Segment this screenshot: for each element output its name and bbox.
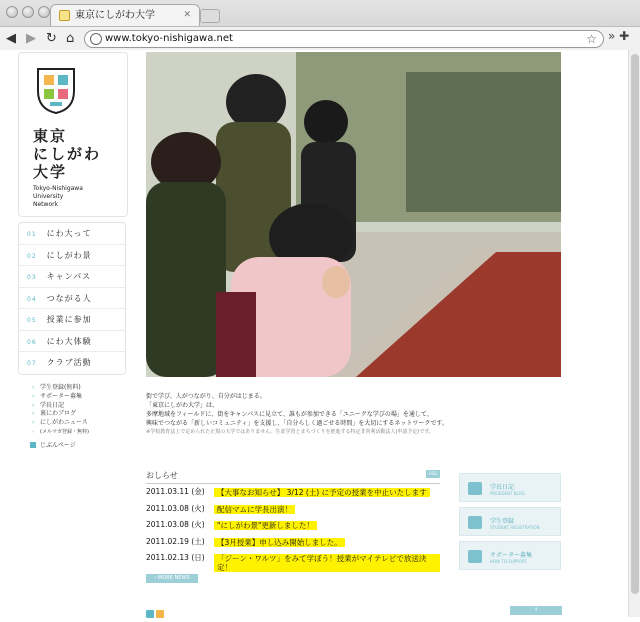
nav-item-about[interactable]: 01 にわ大って bbox=[19, 223, 125, 245]
page-top-button[interactable]: ↑ bbox=[510, 606, 562, 615]
sub-link-president-diary[interactable]: › 学長日記 bbox=[40, 402, 130, 411]
sub-nav bbox=[40, 384, 130, 450]
news-item[interactable]: 2011.02.13 (日) 「ジーン・ワルツ」をみて学ぼう！授業がマイテレビで放送決定！ bbox=[146, 550, 440, 567]
more-news-button[interactable]: › MORE NEWS bbox=[146, 574, 198, 583]
sub-link-supporter[interactable]: › サポーター募集 bbox=[40, 393, 130, 402]
news-heading: おしらせ RSS bbox=[146, 470, 440, 484]
crest-logo-icon bbox=[34, 65, 78, 115]
nav-item-campus[interactable]: 03 キャンパス bbox=[19, 266, 125, 288]
zoom-window-button[interactable] bbox=[38, 6, 50, 18]
home-icon[interactable]: ⌂ bbox=[66, 31, 75, 46]
news-item[interactable]: 2011.02.19 (土) 【3月授業】申し込み開始しました。 bbox=[146, 534, 440, 551]
people-icon bbox=[468, 550, 482, 563]
news-item[interactable]: 2011.03.08 (火) 配信マムに学長出演！ bbox=[146, 501, 440, 518]
site-logo[interactable] bbox=[18, 52, 128, 217]
nav-item-classes[interactable]: 05 授業に参加 bbox=[19, 309, 125, 331]
nav-item-scenery[interactable]: 02 にしがわ景 bbox=[19, 245, 125, 267]
close-window-button[interactable] bbox=[6, 6, 18, 18]
extensions-icon[interactable]: » ✚ bbox=[608, 29, 630, 43]
side-link-president-blog[interactable]: 学長日記 PRESIDENT BLOG bbox=[459, 473, 561, 502]
news-item[interactable]: 2011.03.08 (火) "にしがわ景"更新しました！ bbox=[146, 517, 440, 534]
browser-tab[interactable] bbox=[50, 4, 200, 26]
bookmark-star-icon[interactable]: ☆ bbox=[586, 32, 597, 46]
intro-note: ※学校教育法上で定められた正規の大学ではありません。生涯学習とまちづくりを推進する特定非営利活動法人(申請予定)です。 bbox=[146, 429, 434, 435]
scrollbar[interactable] bbox=[628, 50, 640, 617]
sub-link-news[interactable]: › にしがわニュース bbox=[40, 419, 130, 428]
browser-chrome bbox=[0, 0, 640, 50]
sub-link-register[interactable]: › 学生登録(無料) bbox=[40, 384, 130, 393]
scrollbar-thumb[interactable] bbox=[631, 54, 639, 594]
side-link-supporter[interactable]: サポーター募集 HOW TO SUPPORT bbox=[459, 541, 561, 570]
reload-icon[interactable]: ↻ bbox=[46, 31, 57, 46]
url-text: www.tokyo-nishigawa.net bbox=[105, 33, 233, 44]
site-title: 東京 にしがわ 大学 bbox=[33, 127, 102, 181]
forward-arrow-icon[interactable]: ▶ bbox=[26, 31, 36, 46]
nav-item-people[interactable]: 04 つながる人 bbox=[19, 288, 125, 310]
main-nav bbox=[18, 222, 126, 375]
rss-button[interactable]: RSS bbox=[426, 470, 440, 478]
minimize-window-button[interactable] bbox=[22, 6, 34, 18]
globe-icon bbox=[90, 33, 102, 45]
nav-item-clubs[interactable]: 07 クラブ活動 bbox=[27, 358, 92, 367]
hero-photo bbox=[146, 52, 561, 377]
nav-item-experience[interactable]: 06 にわ大体験 bbox=[19, 331, 125, 353]
news-section bbox=[146, 470, 440, 581]
sub-link-blog[interactable]: › 裏にわブログ bbox=[40, 410, 130, 419]
toolbar bbox=[0, 26, 640, 50]
side-link-student-registration[interactable]: 学生登録 STUDENT REGISTRATION bbox=[459, 507, 561, 536]
close-tab-icon[interactable]: ✕ bbox=[183, 10, 191, 20]
intro-text: 街で学び、人がつながり、自分がはじまる。 「東京にしがわ大学」は、 多摩地域をフィールドに、街をキャンパスに見立て、誰もが参加できる「ユニークな学びの場」を通して、 興味でつながる「新しいコミュニティ」を支援し、「自分らしく過ごせる時間」を大切にするネットワークです。 ※学校教育法上で定められた正規の大学ではありません。生涯学習とまちづくりを推進する特定非営利活動法人(申請予定)です。 bbox=[146, 392, 466, 437]
back-arrow-icon[interactable]: ◀ bbox=[6, 31, 16, 46]
my-page-link[interactable]: じぶんページ bbox=[40, 441, 130, 450]
page-content bbox=[0, 50, 640, 617]
sub-link-newsletter[interactable]: › (メルマガ登録・無料) bbox=[40, 428, 130, 437]
site-title-english: Tokyo-Nishigawa University Network bbox=[33, 185, 83, 208]
book-icon bbox=[468, 482, 482, 495]
social-links bbox=[146, 603, 166, 622]
news-item[interactable]: 2011.03.11 (金) 【大事なお知らせ】 3/12 (土) に予定の授業を中止いたします bbox=[146, 484, 440, 501]
graduation-cap-icon bbox=[468, 516, 482, 529]
tab-title: 東京にしがわ大学 bbox=[75, 10, 155, 21]
address-bar[interactable] bbox=[84, 30, 604, 48]
my-page-icon bbox=[30, 442, 36, 448]
site-favicon-icon bbox=[59, 10, 70, 21]
new-tab-button[interactable] bbox=[200, 9, 220, 23]
